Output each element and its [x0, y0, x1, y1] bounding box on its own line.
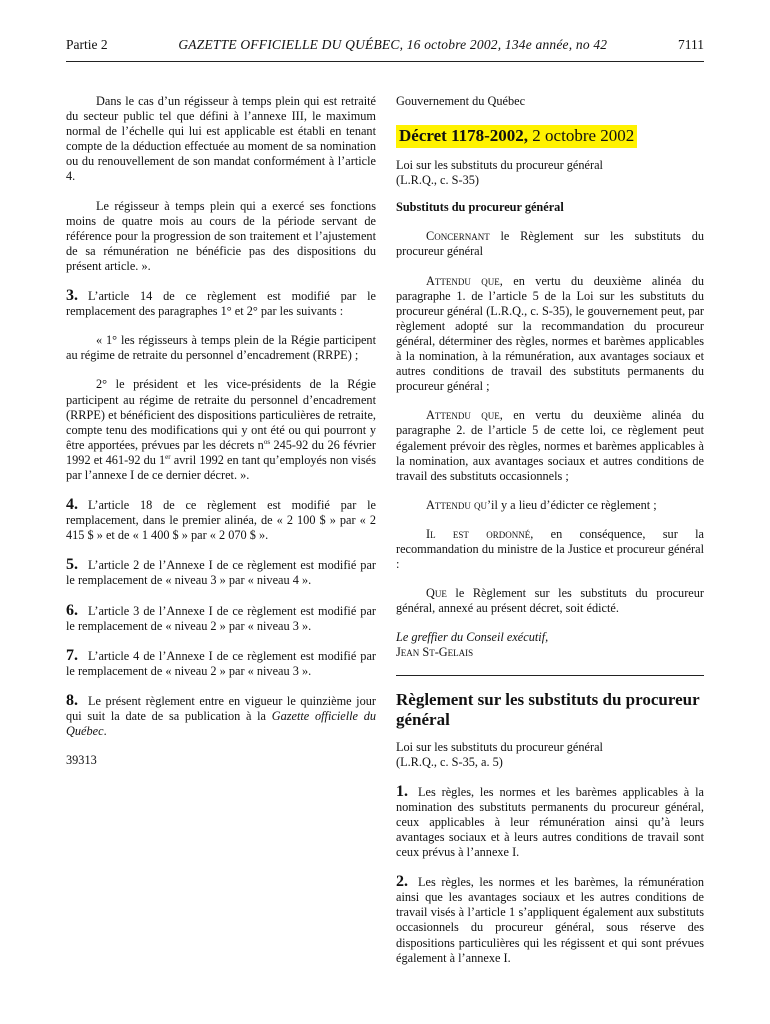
decret-heading	[396, 125, 637, 148]
quote-text: 245-92 du 26 février 1992 et 461-92 du 1	[66, 437, 376, 467]
paragraph-text: le Règlement sur les substituts du procureur général, annexé au présent décret, soit édicté.	[396, 586, 704, 616]
law-title: Loi sur les substituts du procureur général	[396, 158, 603, 173]
signature-block	[396, 630, 704, 660]
paragraph-text: ’il y a lieu d’édicter ce règlement ;	[486, 497, 657, 512]
header-page-number: 7111	[677, 37, 704, 52]
attendu-paragraph	[396, 498, 704, 513]
decret-date: 2 octobre 2002	[528, 126, 635, 146]
article-text: L’article 18 de ce règlement est modifié par le remplacement, dans le premier alinéa, de « 2 100 $ » par « 2 415 $ » et de « 1 400 $ » par « 2 070 $ ».	[66, 498, 376, 543]
regulation-article-2	[396, 874, 704, 966]
page-header	[66, 37, 704, 62]
article-text: L’article 3 de l’Annexe I de ce règlement est modifié par le remplacement de « niveau 2 » par « niveau 3 ».	[66, 603, 376, 633]
government-label: Gouvernement du Québec	[396, 94, 526, 108]
que-paragraph	[396, 586, 704, 616]
article-text: Le présent règlement entre en vigueur le quinzième jour qui suit la date de sa publication à la	[66, 693, 376, 723]
article-text: L’article 4 de l’Annexe I de ce règlement est modifié par le remplacement de « niveau 2 » par « niveau 3 ».	[66, 648, 376, 678]
attendu-paragraph	[396, 274, 704, 395]
concernant-paragraph	[396, 229, 704, 259]
superscript: er	[165, 452, 171, 461]
quote-paragraph	[66, 377, 376, 483]
article-3	[66, 288, 376, 319]
regulation-title: Règlement sur les substituts du procureur général	[396, 689, 700, 729]
article-number: 3.	[66, 287, 78, 305]
regulation-article-1	[396, 784, 704, 860]
small-caps-lead: Concernant	[426, 229, 490, 244]
paragraph-text: , en vertu du deuxième alinéa du paragraphe 2. de l’article 5 de cette loi, ce règlement peut également prévoir des règles, normes et barèmes applicables à la nomination, aux avantages sociaux et autres conditions de travail des substituts occasionnels ;	[396, 408, 704, 483]
right-column	[396, 94, 704, 980]
superscript: os	[263, 437, 271, 446]
small-caps-lead: Attendu qu	[426, 497, 487, 512]
article-text: L’article 14 de ce règlement est modifié par le remplacement des paragraphes 1° et 2° par les suivants :	[66, 289, 376, 319]
article-text: Les règles, les normes et les barèmes applicables à la nomination des substituts permanents du procureur général, ceux applicables à leur rémunération ainsi qu’à leurs avantages sociaux et à leurs autres conditions de travail sont ceux prévus à l’annexe I.	[396, 784, 704, 860]
article-text: Les règles, les normes et les barèmes, la rémunération ainsi que les avantages sociaux et les autres conditions de travail visés à l’article 1 s’appliquent également aux substituts occasionnels du procureur général, sous réserve des dispositions particulières qui les régissent et qui sont prévues également à l’annexe I.	[396, 875, 704, 965]
article-number: 7.	[66, 646, 78, 664]
paragraph-text: , en conséquence, sur la recommandation du ministre de la Justice et procureur général :	[396, 526, 704, 572]
paragraph: Dans le cas d’un régisseur à temps plein qui est retraité du secteur public tel que défini à l’annexe III, le maximum normal de l’échelle qui lui est applicable est établi en tenant compte de la déduction effectuée au moment de sa nomination ou du renouvellement de son mandat conformément à l’article 4.	[66, 94, 376, 184]
small-caps-lead: Il est ordonné	[426, 526, 531, 541]
article-8	[66, 693, 376, 739]
article-number: 8.	[66, 691, 78, 709]
regulation-law-title: Loi sur les substituts du procureur général	[396, 739, 603, 754]
article-number: 6.	[66, 601, 78, 619]
article-number: 5.	[66, 556, 78, 574]
article-4	[66, 497, 376, 543]
article-number: 1.	[396, 782, 408, 800]
reference-number: 39313	[66, 753, 97, 768]
section-divider	[396, 675, 704, 676]
small-caps-lead: Attendu que	[426, 273, 500, 288]
article-text: .	[103, 724, 107, 739]
greffier-title: Le greffier du Conseil exécutif,	[396, 630, 549, 645]
small-caps-lead: Que	[426, 586, 447, 601]
decret-number: Décret 1178-2002,	[399, 126, 529, 146]
header-title: GAZETTE OFFICIELLE DU QUÉBEC, 16 octobre 2002, 134e année, no 42	[178, 37, 608, 52]
header-section: Partie 2	[66, 37, 108, 52]
article-5	[66, 557, 376, 588]
law-reference: (L.R.Q., c. S-35)	[396, 173, 479, 188]
quote-paragraph: « 1° les régisseurs à temps plein de la Régie participent au régime de retraite du personnel d’encadrement (RRPE) ;	[66, 333, 376, 363]
subject-heading: Substituts du procureur général	[396, 200, 564, 215]
regulation-law-reference: (L.R.Q., c. S-35, a. 5)	[396, 754, 503, 769]
paragraph-text: le Règlement sur les substituts du procureur général	[396, 229, 704, 259]
publication-name: Gazette officielle du Québec	[66, 709, 376, 739]
attendu-paragraph	[396, 408, 704, 483]
paragraph: Le régisseur à temps plein qui a exercé ses fonctions moins de quatre mois au cours de la période servant de référence pour la progression de son traitement et l’ajustement de sa rémunération ne bénéficie pas des dispositions du présent article. ».	[66, 198, 376, 273]
quote-text: 2° le président et les vice-présidents de la Régie participent au régime de retraite du personnel d’encadrement (RRPE) et bénéficient des dispositions particulières de retraite, compte tenu des modifications qui y ont été ou qui pourront y être apportées, prévues par les décrets n	[66, 377, 376, 452]
article-number: 2.	[396, 873, 408, 891]
paragraph-text: , en vertu du deuxième alinéa du paragraphe 1. de l’article 5 de la Loi sur les substituts du procureur général (L.R.Q., c. S-35), le gouvernement peut, par règlement adopté sur la recommandation du procureur général, déterminer des règles, normes et barèmes applicables à la nomination, à la rémunération, aux avantages sociaux et autres conditions de travail des substituts permanents du procureur général ;	[396, 273, 704, 394]
quote-text: avril 1992 en tant qu’employés non visés par l’annexe I de ce dernier décret. ».	[66, 452, 376, 482]
article-6	[66, 603, 376, 634]
article-7	[66, 648, 376, 679]
small-caps-lead: Attendu que	[426, 408, 500, 423]
ordonne-paragraph	[396, 527, 704, 572]
article-text: L’article 2 de l’Annexe I de ce règlement est modifié par le remplacement de « niveau 3 » par « niveau 4 ».	[66, 558, 376, 588]
left-column	[66, 94, 376, 782]
article-number: 4.	[66, 496, 78, 514]
greffier-name: Jean St-Gelais	[396, 645, 474, 660]
